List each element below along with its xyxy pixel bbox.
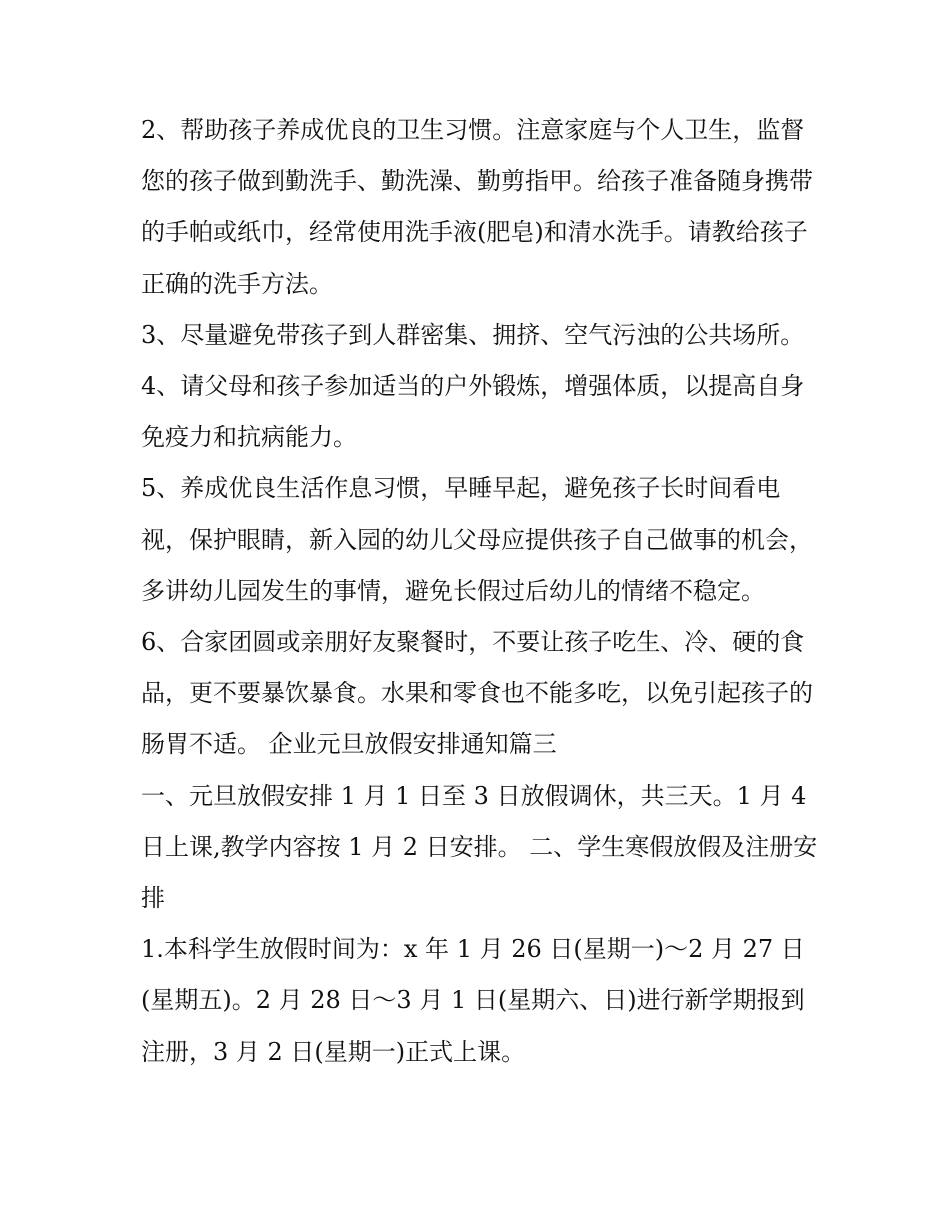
paragraph-diet-notice: 6、合家团圆或亲朋好友聚餐时，不要让孩子吃生、冷、硬的食品，更不要暴饮暴食。水果和零食也不能多吃，以免引起孩子的肠胃不适。 企业元旦放假安排通知篇三 (141, 628, 813, 759)
paragraph-new-year-holiday: 一、元旦放假安排 1 月 1 日至 3 日放假调休，共三天。1 月 4 日上课,教学内容按 1 月 2 日安排。 二、学生寒假放假及注册安排 (141, 781, 818, 913)
paragraph-winter-vacation: 1.本科学生放假时间为：x 年 1 月 26 日(星期一)～2 月 27 日(星期五)。2 月 28 日～3 月 1 日(星期六、日)进行新学期报到注册，3 月 2 日(星期一)正式上课。 (141, 935, 805, 1066)
paragraph-daily-routine: 5、养成优良生活作息习惯，早睡早起，避免孩子长时间看电视，保护眼睛，新入园的幼儿父母应提供孩子自己做事的机会，多讲幼儿园发生的事情，避免长假过后幼儿的情绪不稳定。 (141, 474, 813, 605)
paragraph-avoid-crowds-exercise: 3、尽量避免带孩子到人群密集、拥挤、空气污浊的公共场所。 4、请父母和孩子参加适当的户外锻炼，增强体质，以提高自身免疫力和抗病能力。 (141, 320, 805, 452)
paragraph-hygiene-habits: 2、帮助孩子养成优良的卫生习惯。注意家庭与个人卫生，监督您的孩子做到勤洗手、勤洗澡、勤剪指甲。给孩子准备随身携带的手帕或纸巾，经常使用洗手液(肥皂)和清水洗手。请教给孩子正确的洗手方法。 (141, 116, 813, 298)
document-body (141, 105, 821, 1078)
